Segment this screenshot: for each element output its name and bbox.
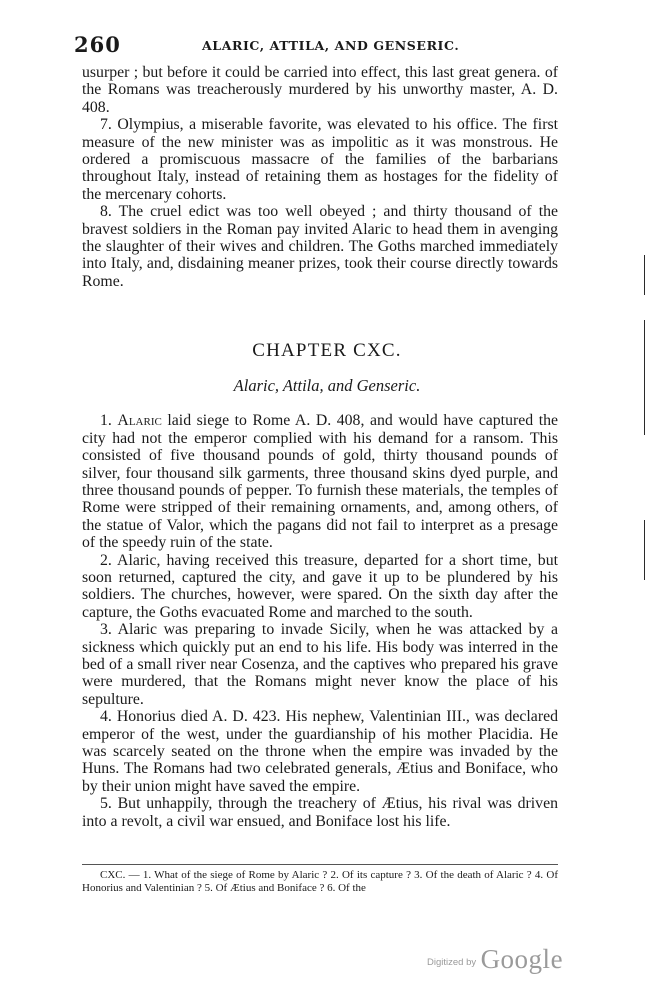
- paragraph: [82, 412, 558, 551]
- paragraph: 3. Alaric was preparing to invade Sicily, when he was attacked by a sickness which quickly put an end to his life. His body was interred in the bed of a small river near Cosenza, and the captives who prepared his grave were murdered, that the Romans might never know the place of his sepulture.: [82, 621, 558, 708]
- paragraph: 8. The cruel edict was too well obeyed ; and thirty thousand of the bravest soldiers in the Roman pay invited Alaric to head them in avenging the slaughter of their wives and children. The Goths marched immediately into Italy, and, disdaining meaner prizes, took their course directly towards Rome.: [82, 203, 558, 290]
- footnote-questions: CXC. — 1. What of the siege of Rome by Alaric ? 2. Of its capture ? 3. Of the death of Alaric ? 4. Of Honorius and Valentinian ? 5. Of Ætius and Boniface ? 6. Of the: [82, 869, 558, 894]
- running-title: ALARIC, ATTILA, AND GENSERIC.: [202, 38, 460, 53]
- google-logo: Google: [480, 944, 564, 974]
- scan-edge-mark: [644, 255, 645, 295]
- scan-edge-mark: [644, 520, 645, 580]
- paragraph-number: 1.: [100, 412, 112, 430]
- footnote-divider: [82, 864, 558, 865]
- paragraph: 4. Honorius died A. D. 423. His nephew, Valentinian III., was declared emperor of the west, under the guardianship of his mother Placidia. He was scarcely seated on the throne when the empire was invaded by the Huns. The Romans had two celebrated generals, Ætius and Boniface, who by their union might have saved the empire.: [82, 708, 558, 795]
- previous-chapter-text: [82, 64, 558, 290]
- paragraph: usurper ; but before it could be carried into effect, this last great genera. of the Romans was treacherously murdered by his unworthy master, A. D. 408.: [82, 64, 558, 116]
- scan-edge-mark: [644, 320, 645, 435]
- running-head: [74, 30, 558, 57]
- watermark-prefix: Digitized by: [427, 957, 477, 968]
- page-number: 260: [74, 32, 121, 57]
- chapter-subtitle: Alaric, Attila, and Genseric.: [233, 376, 421, 396]
- paragraph: 7. Olympius, a miserable favorite, was elevated to his office. The first measure of the new minister was as impolitic as it was monstrous. He ordered a promiscuous massacre of the families of the barbarians throughout Italy, instead of retaining them as hostages for the fidelity of the mercenary cohorts.: [82, 116, 558, 203]
- book-page: [74, 30, 558, 830]
- paragraph-lead-word: Alaric: [117, 412, 162, 430]
- paragraph-text: laid siege to Rome A. D. 408, and would have captured the city had not the emperor complied with his demand for a ransom. This consisted of five thousand pounds of gold, thirty thousand pounds of silver, four thousand silk garments, three thousand skins dyed purple, and three thousand pounds of pepper. To furnish these materials, the temples of Rome were stripped of their remaining ornaments, and, among others, of the statue of Valor, which the pagans did not fail to interpret as a presage of the speedy ruin of the state.: [82, 412, 558, 552]
- chapter-heading: CHAPTER CXC.: [252, 340, 402, 362]
- digitized-watermark: [427, 944, 563, 975]
- chapter-body: [82, 412, 558, 830]
- paragraph: 5. But unhappily, through the treachery of Ætius, his rival was driven into a revolt, a civil war ensued, and Boniface lost his life.: [82, 795, 558, 830]
- paragraph: 2. Alaric, having received this treasure, departed for a short time, but soon returned, captured the city, and gave it up to be plundered by his soldiers. The churches, however, were spared. On the sixth day after the capture, the Goths evacuated Rome and marched to the south.: [82, 551, 558, 621]
